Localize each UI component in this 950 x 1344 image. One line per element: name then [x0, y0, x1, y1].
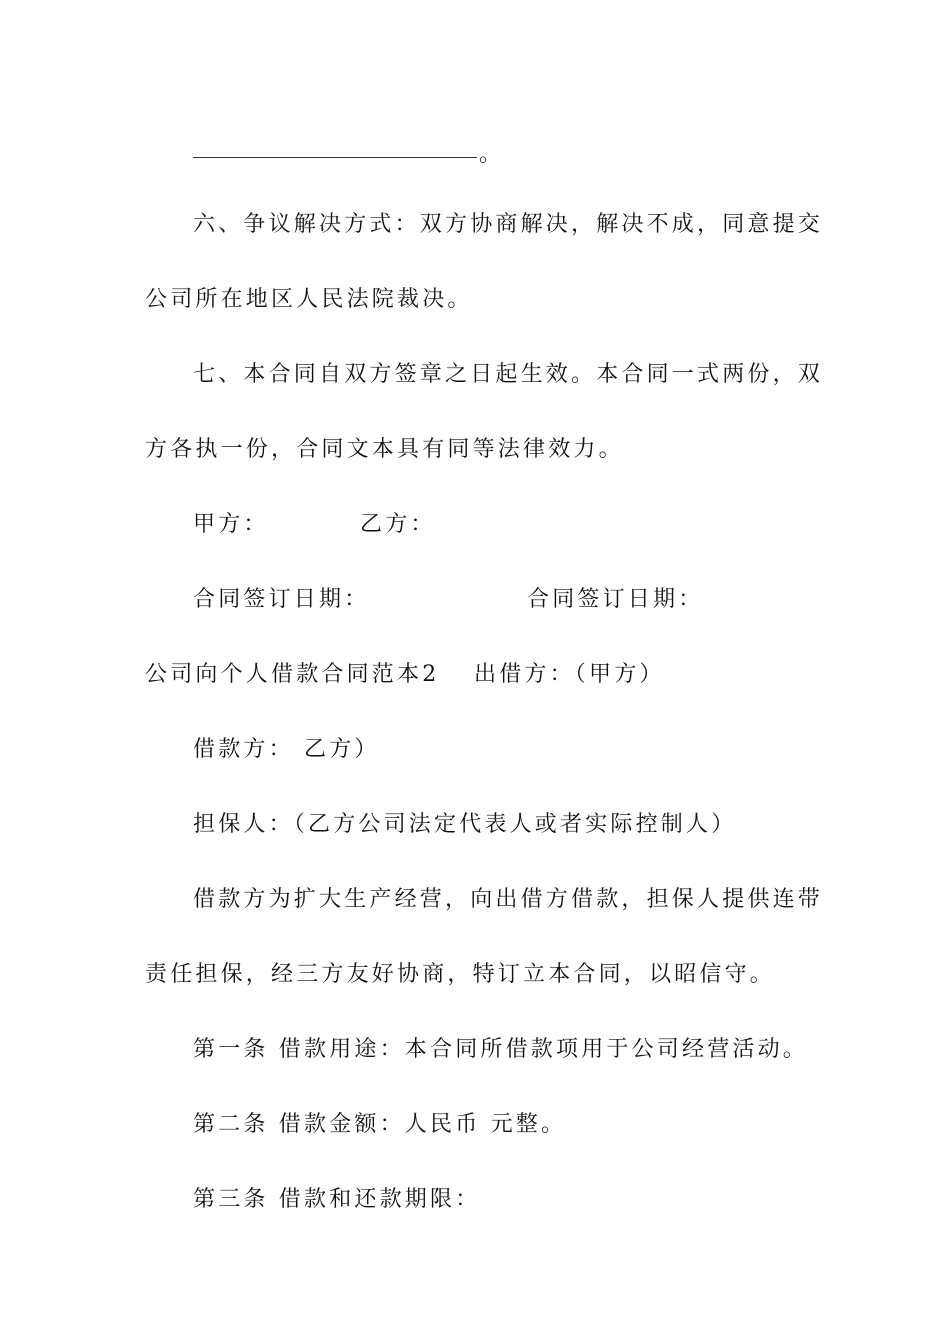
blank-terminator: 。 [479, 142, 502, 167]
preamble-line-2: 责任担保，经三方友好协商，特订立本合同，以昭信守。 [145, 962, 776, 987]
article-two: 第二条 借款金额：人民币 元整。 [193, 1112, 567, 1137]
signing-date-label-b: 合同签订日期： [527, 587, 704, 612]
clause-six-line-2: 公司所在地区人民法院裁决。 [145, 287, 473, 312]
article-one: 第一条 借款用途：本合同所借款项用于公司经营活动。 [193, 1037, 808, 1062]
party-a-label: 甲方： [193, 512, 269, 537]
lender-label: 出借方：（甲方） [474, 662, 665, 687]
guarantor-label: 担保人：（乙方公司法定代表人或者实际控制人） [193, 812, 737, 837]
borrower-label: 借款方： 乙方） [193, 737, 380, 762]
signing-date-label-a: 合同签订日期： [193, 587, 370, 612]
clause-seven-line-1: 七、本合同自双方签章之日起生效。本合同一式两份，双 [193, 362, 824, 387]
preamble-line-1: 借款方为扩大生产经营，向出借方借款，担保人提供连带 [193, 887, 824, 912]
second-contract-title: 公司向个人借款合同范本2 [145, 662, 440, 687]
fill-in-blank-line [193, 157, 477, 158]
clause-seven-line-2: 方各执一份，合同文本具有同等法律效力。 [145, 437, 624, 462]
party-b-label: 乙方： [360, 512, 436, 537]
article-three: 第三条 借款和还款期限： [193, 1187, 481, 1212]
clause-six-line-1: 六、争议解决方式：双方协商解决，解决不成，同意提交 [193, 212, 824, 237]
